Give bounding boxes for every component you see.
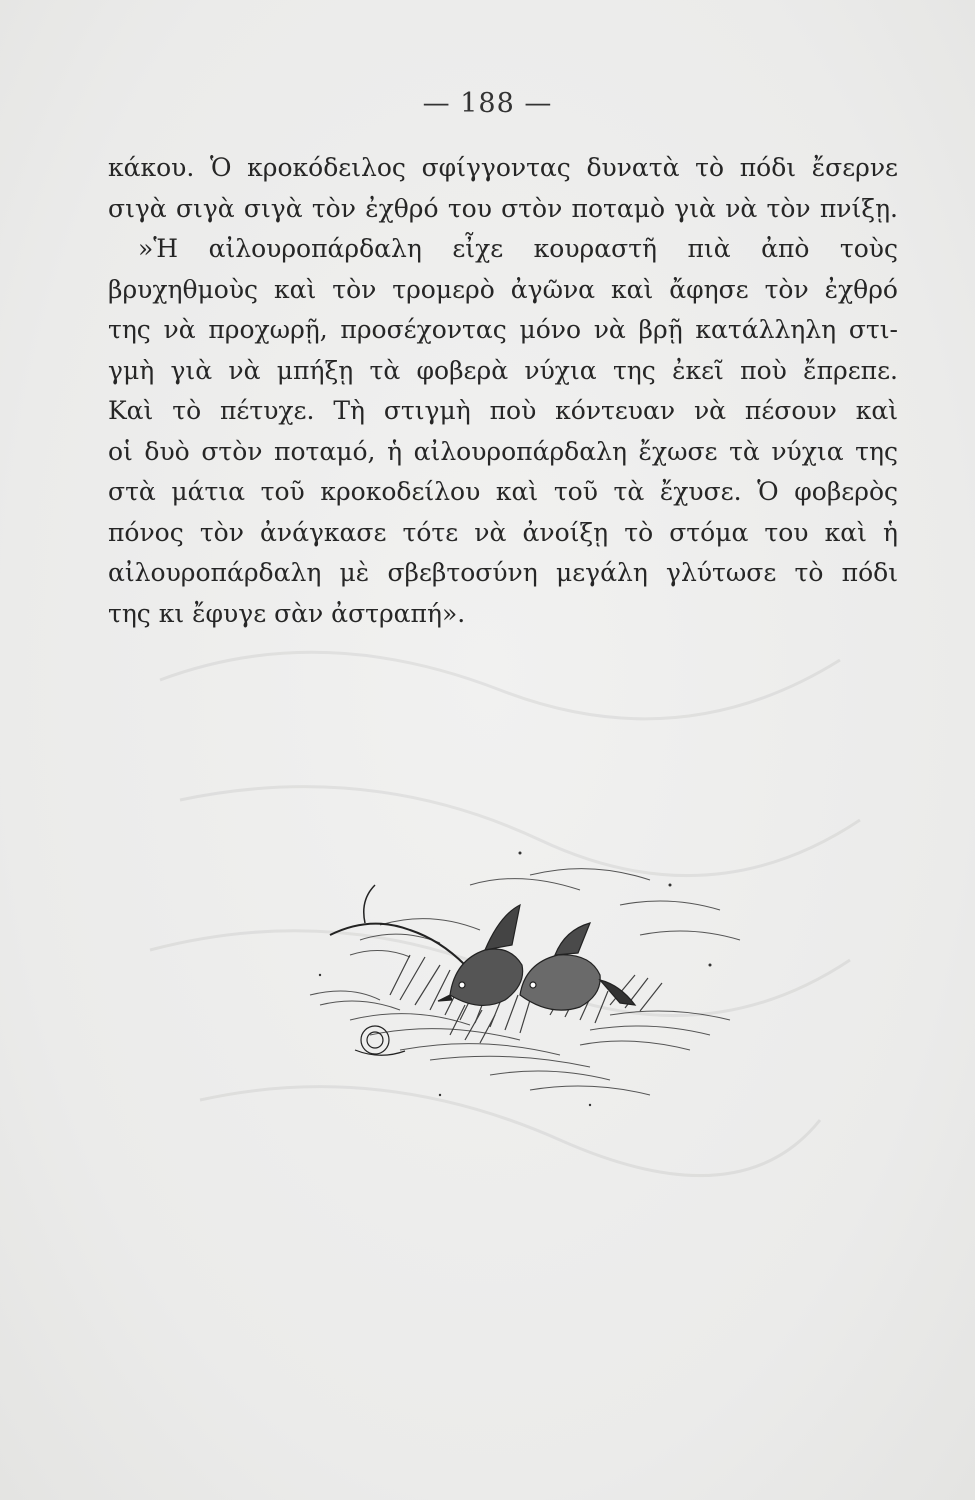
text-line: σιγὰ σιγὰ σιγὰ τὸν ἐχθρό του στὸν ποταμὸ γιὰ νὰ τὸν πνίξῃ. <box>108 193 898 223</box>
text-line: γμὴ γιὰ νὰ μπήξῃ τὰ φοβερὰ νύχια της ἐκεῖ ποὺ ἔπρεπε. <box>108 355 898 385</box>
birds-vignette-illustration <box>290 845 750 1125</box>
text-line: »Ἡ αἰλουροπάρδαλη εἶχε κουραστῆ πιὰ ἀπὸ τοὺς <box>138 234 898 263</box>
text-line: Καὶ τὸ πέτυχε. Τὴ στιγμὴ ποὺ κόντευαν νὰ πέσουν καὶ <box>108 396 898 425</box>
page-number: — 188 — <box>422 88 553 119</box>
text-line: βρυχηθμοὺς καὶ τὸν τρομερὸ ἀγῶνα καὶ ἄφησε τὸν ἐχθρό <box>108 274 898 304</box>
text-line: της κι ἔφυγε σὰν ἀστραπή». <box>108 598 466 628</box>
text-line: πόνος τὸν ἀνάγκασε τότε νὰ ἀνοίξῃ τὸ στόμα του καὶ ἡ <box>108 517 898 547</box>
body-text <box>108 148 898 634</box>
text-line: οἱ δυὸ στὸν ποταμό, ἡ αἰλουροπάρδαλη ἔχωσε τὰ νύχια της <box>108 436 898 466</box>
text-line: κάκου. Ὁ κροκόδειλος σφίγγοντας δυνατὰ τὸ πόδι ἔσερνε <box>108 153 898 182</box>
text-line: αἰλουροπάρδαλη μὲ σβεβτοσύνη μεγάλη γλύτωσε τὸ πόδι <box>108 558 898 587</box>
text-line: της νὰ προχωρῇ, προσέχοντας μόνο νὰ βρῇ κατάλληλη στι- <box>108 315 898 344</box>
text-line: στὰ μάτια τοῦ κροκοδείλου καὶ τοῦ τὰ ἔχυσε. Ὁ φοβερὸς <box>108 477 898 506</box>
